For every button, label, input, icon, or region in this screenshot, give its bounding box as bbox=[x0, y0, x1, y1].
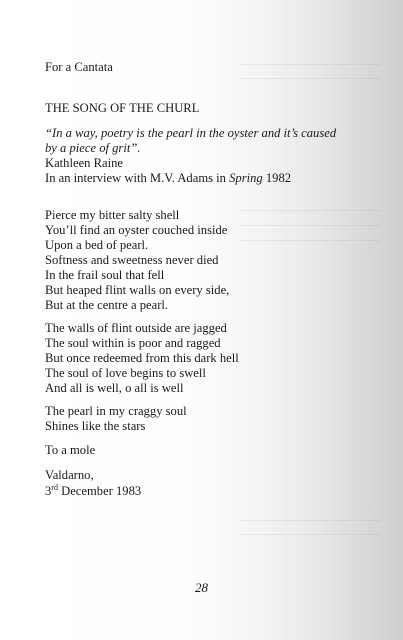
bleed-through-line bbox=[240, 225, 380, 226]
poem-line: The walls of flint outside are jagged bbox=[45, 321, 227, 335]
poem-line: Shines like the stars bbox=[45, 419, 146, 433]
date-suffix: rd bbox=[51, 483, 58, 492]
poem-line: Pierce my bitter salty shell bbox=[45, 208, 180, 222]
poem-line: You’ll find an oyster couched inside bbox=[45, 223, 228, 237]
closing-line: To a mole bbox=[45, 443, 96, 457]
poem-line: The soul of love begins to swell bbox=[45, 366, 206, 380]
poem-line: Softness and sweetness never died bbox=[45, 253, 219, 267]
poem-line: In the frail soul that fell bbox=[45, 268, 165, 282]
epigraph-source-title: Spring bbox=[229, 171, 263, 185]
poem-line: The soul within is poor and ragged bbox=[45, 336, 221, 350]
epigraph-source-year: 1982 bbox=[265, 171, 292, 185]
poem-line: But once redeemed from this dark hell bbox=[45, 351, 239, 365]
bleed-through-line bbox=[240, 78, 380, 79]
date-day: 3 bbox=[45, 484, 52, 498]
poem-title: THE SONG OF THE CHURL bbox=[45, 101, 200, 115]
bleed-through-line bbox=[240, 520, 380, 521]
epigraph-quote-line-2: by a piece of grit”. bbox=[45, 141, 141, 155]
bleed-through-line bbox=[240, 64, 380, 65]
dedication: For a Cantata bbox=[45, 60, 113, 74]
poem-line: Upon a bed of pearl. bbox=[45, 238, 149, 252]
bleed-through-line bbox=[240, 240, 380, 241]
date-rest: December 1983 bbox=[57, 484, 142, 498]
epigraph-quote-line-1: “In a way, poetry is the pearl in the oyster and it’s caused bbox=[45, 126, 337, 140]
poem-line: But heaped flint walls on every side, bbox=[45, 283, 230, 297]
date bbox=[45, 484, 141, 499]
poem-line: And all is well, o all is well bbox=[45, 381, 184, 395]
bleed-through-line bbox=[240, 534, 380, 535]
bleed-through-line bbox=[240, 210, 380, 211]
epigraph-author: Kathleen Raine bbox=[45, 156, 123, 170]
epigraph-source bbox=[45, 171, 291, 186]
place: Valdarno, bbox=[45, 468, 94, 482]
poem-line: But at the centre a pearl. bbox=[45, 298, 169, 312]
page-number: 28 bbox=[195, 580, 208, 595]
epigraph-source-prefix: In an interview with M.V. Adams in bbox=[45, 171, 226, 185]
poem-line: The pearl in my craggy soul bbox=[45, 404, 187, 418]
